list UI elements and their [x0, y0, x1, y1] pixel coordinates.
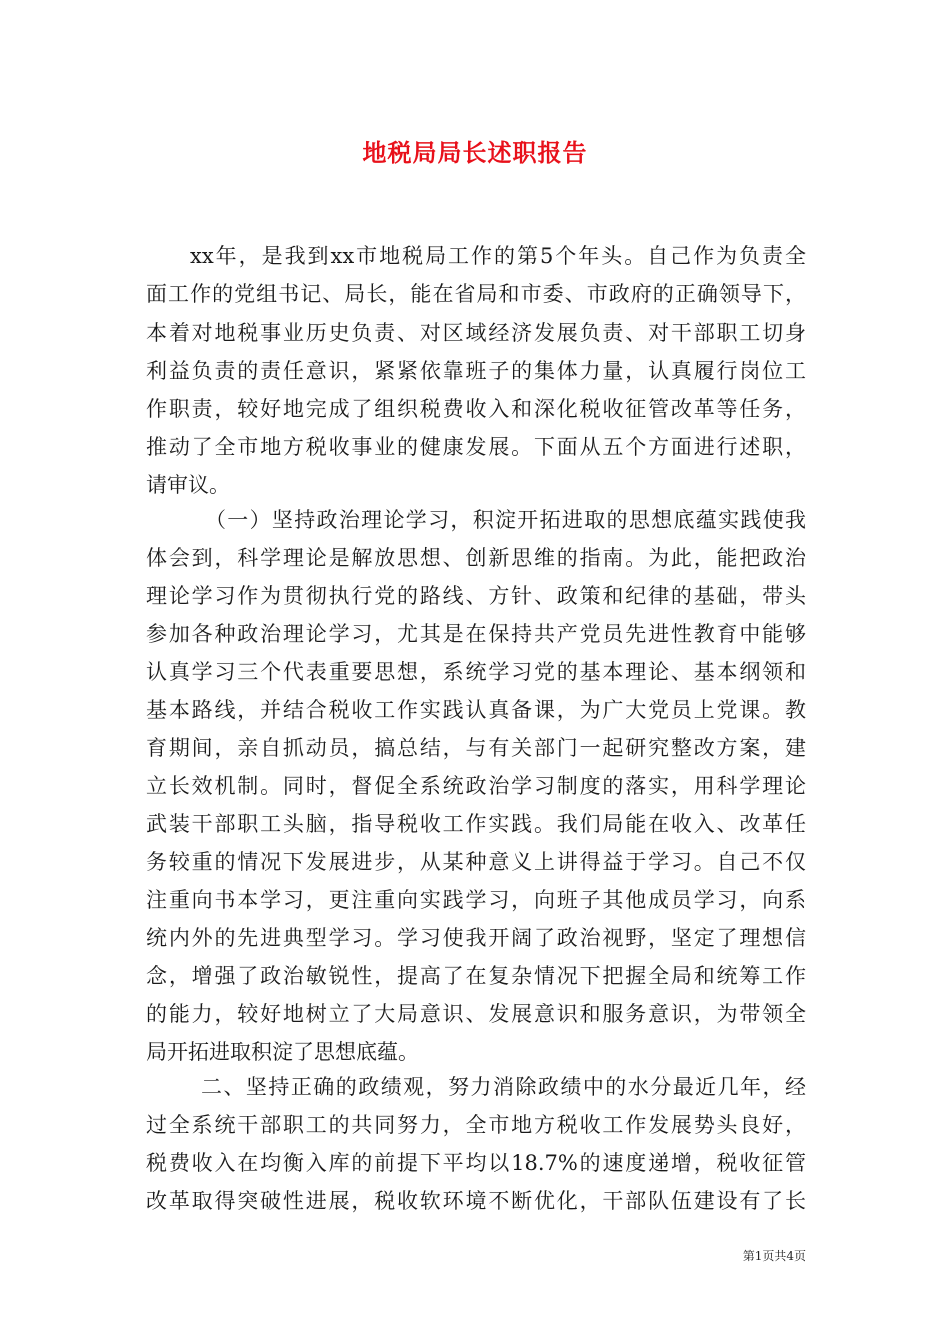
body-line: 立长效机制。同时，督促全系统政治学习制度的落实，用科学理论: [146, 774, 806, 798]
body-line: 推动了全市地方税收事业的健康发展。下面从五个方面进行述职，: [146, 435, 806, 459]
body-line: 过全系统干部职工的共同努力，全市地方税收工作发展势头良好，: [146, 1113, 806, 1137]
body-line: 改革取得突破性进展，税收软环境不断优化，干部队伍建设有了长: [146, 1189, 806, 1213]
body-line: 作职责，较好地完成了组织税费收入和深化税收征管改革等任务，: [146, 397, 806, 421]
body-line: 利益负责的责任意识，紧紧依靠班子的集体力量，认真履行岗位工: [146, 359, 806, 383]
body-line: 注重向书本学习，更注重向实践学习，向班子其他成员学习，向系: [146, 888, 806, 912]
body-line: 认真学习三个代表重要思想，系统学习党的基本理论、基本纲领和: [146, 660, 806, 684]
body-line: 参加各种政治理论学习，尤其是在保持共产党员先进性教育中能够: [146, 622, 806, 646]
page-number: 第1页共4页: [742, 1249, 806, 1263]
body-line: 基本路线，并结合税收工作实践认真备课，为广大党员上党课。教: [146, 698, 806, 722]
body-line: 面工作的党组书记、局长，能在省局和市委、市政府的正确领导下，: [146, 282, 806, 306]
body-line: 本着对地税事业历史负责、对区域经济发展负责、对干部职工切身: [146, 321, 806, 345]
body-line: 统内外的先进典型学习。学习使我开阔了政治视野，坚定了理想信: [146, 926, 806, 950]
body-line: 局开拓进取积淀了思想底蕴。: [146, 1040, 419, 1064]
body-line: 二、坚持正确的政绩观，努力消除政绩中的水分最近几年，经: [201, 1075, 806, 1099]
body-line: 请审议。: [146, 473, 230, 497]
body-line: 的能力，较好地树立了大局意识、发展意识和服务意识，为带领全: [146, 1002, 806, 1026]
document-title: 地税局局长述职报告: [362, 138, 588, 167]
body-line: 育期间，亲自抓动员，搞总结，与有关部门一起研究整改方案，建: [146, 736, 806, 760]
body-line: 理论学习作为贯彻执行党的路线、方针、政策和纪律的基础，带头: [146, 584, 806, 608]
body-line: （一）坚持政治理论学习，积淀开拓进取的思想底蕴实践使我: [205, 508, 806, 532]
body-line: 税费收入在均衡入库的前提下平均以18.7%的速度递增，税收征管: [146, 1151, 806, 1175]
body-line: 体会到，科学理论是解放思想、创新思维的指南。为此，能把政治: [146, 546, 806, 570]
body-line: 武装干部职工头脑，指导税收工作实践。我们局能在收入、改革任: [146, 812, 806, 836]
body-line: 务较重的情况下发展进步，从某种意义上讲得益于学习。自己不仅: [146, 850, 806, 874]
body-line: xx年，是我到xx市地税局工作的第5个年头。自己作为负责全: [190, 244, 806, 268]
body-line: 念，增强了政治敏锐性，提高了在复杂情况下把握全局和统筹工作: [146, 964, 806, 988]
